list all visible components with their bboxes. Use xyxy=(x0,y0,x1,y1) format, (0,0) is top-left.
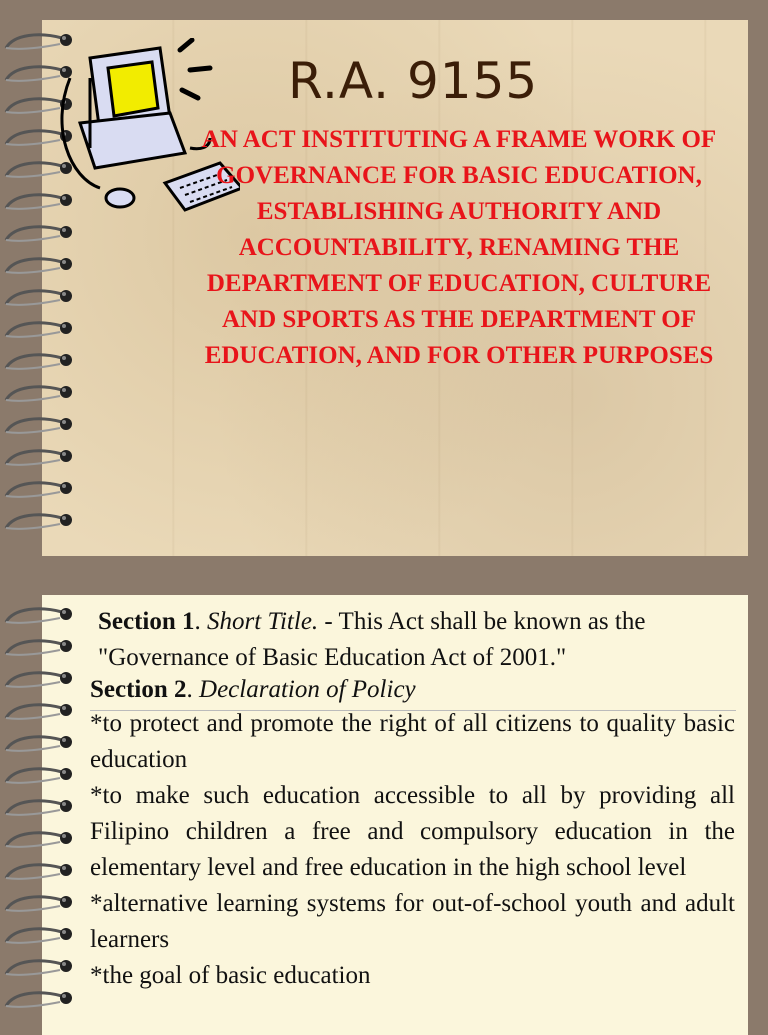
binding-ring xyxy=(0,956,80,978)
binding-ring xyxy=(0,318,80,340)
section-1-title: Short Title. xyxy=(207,608,319,635)
binding-ring xyxy=(0,796,80,818)
section-2: Section 2. Declaration of Policy xyxy=(90,676,416,703)
binding-ring xyxy=(0,446,80,468)
binding-ring xyxy=(0,222,80,244)
policy-item: *alternative learning systems for out-of-school youth and adult learners xyxy=(90,890,735,953)
binding-ring xyxy=(0,350,80,372)
binding-ring xyxy=(0,700,80,722)
section-2-label: Section 2 xyxy=(90,676,187,703)
section-1-text: - This Act shall be known as the "Governance of Basic Education Act of 2001." xyxy=(98,608,646,671)
binding-ring xyxy=(0,636,80,658)
policy-item: *to protect and promote the right of all citizens to quality basic education xyxy=(90,710,735,773)
binding-ring xyxy=(0,988,80,1010)
binding-ring xyxy=(0,510,80,532)
policy-item: *to make such education accessible to all by providing all Filipino children a free and compulsory education in the elementary level and free education in the high school level xyxy=(90,782,735,881)
binding-ring xyxy=(0,924,80,946)
policy-list xyxy=(90,706,735,994)
binding-ring xyxy=(0,668,80,690)
binding-ring xyxy=(0,478,80,500)
binding-ring xyxy=(0,604,80,626)
slide-title: R.A. 9155 xyxy=(288,52,539,110)
binding-ring xyxy=(0,860,80,882)
section-1-label: Section 1 xyxy=(98,608,195,635)
binding-ring xyxy=(0,286,80,308)
binding-ring xyxy=(0,414,80,436)
policy-item: *the goal of basic education xyxy=(90,962,371,989)
binding-ring xyxy=(0,382,80,404)
act-description: AN ACT INSTITUTING A FRAME WORK OF GOVERNANCE FOR BASIC EDUCATION, ESTABLISHING AUTHORITY AND ACCOUNTABILITY, RENAMING THE DEPARTMENT OF EDUCATION, CULTURE AND SPORTS AS THE DEPARTMENT OF EDUCATION, AND FOR OTHER PURPOSES xyxy=(201,126,717,369)
section-2-title: Declaration of Policy xyxy=(199,676,416,703)
binding-ring xyxy=(0,764,80,786)
section-1: Section 1. Short Title. - This Act shall be known as the "Governance of Basic Education Act of 2001." xyxy=(98,608,646,671)
binding-ring xyxy=(0,732,80,754)
binding-ring xyxy=(0,828,80,850)
binding-ring xyxy=(0,892,80,914)
binding-ring xyxy=(0,254,80,276)
